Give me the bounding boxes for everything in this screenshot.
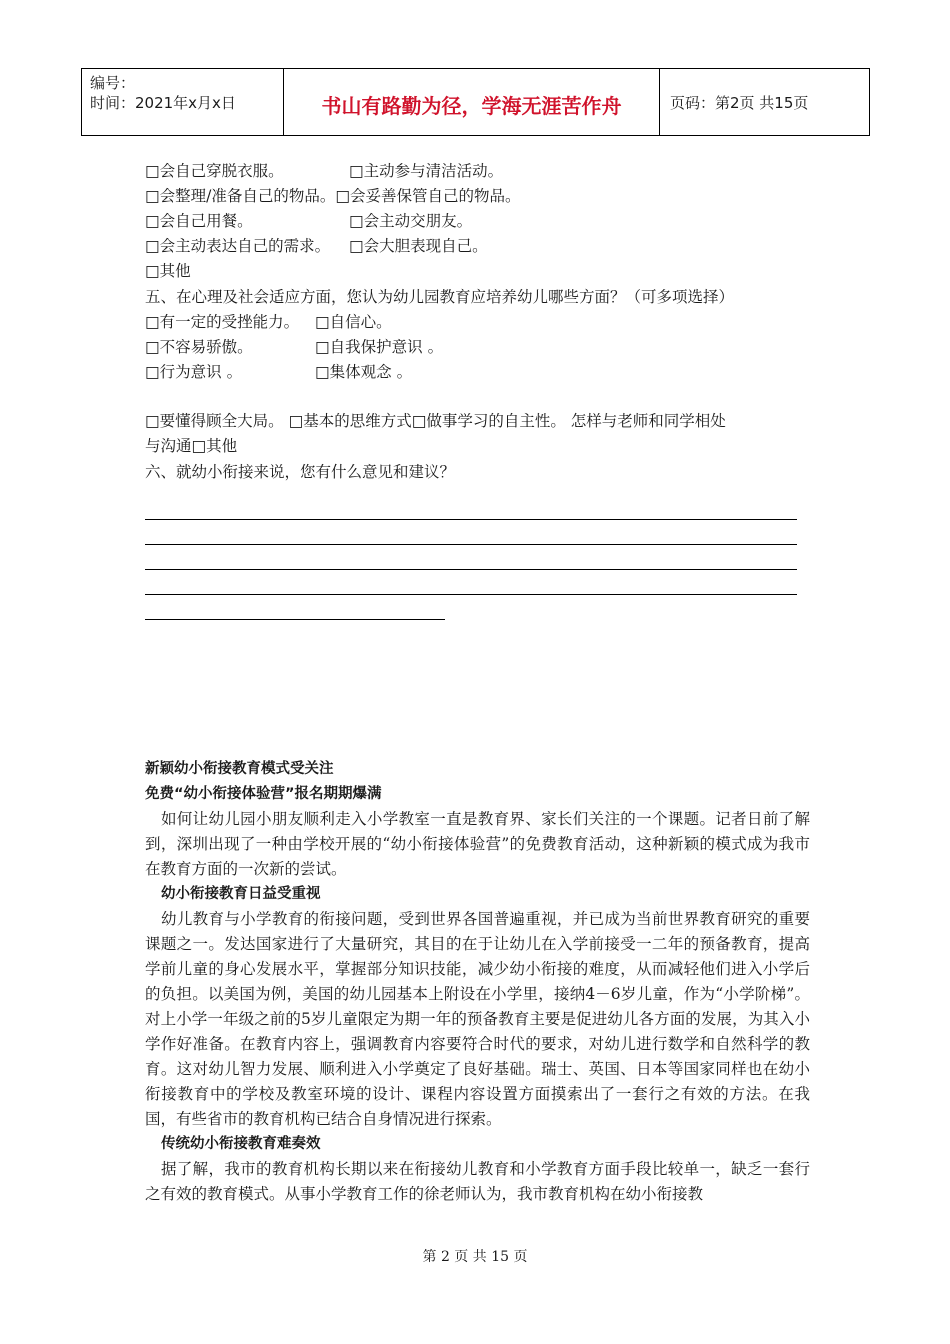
page-footer: 第 2 页 共 15 页 xyxy=(422,1249,528,1265)
page-header xyxy=(81,68,870,136)
q5-option: □不容易骄傲。 xyxy=(145,338,253,356)
answer-line xyxy=(145,594,797,595)
q5-wide-line: □要懂得顾全大局。 □基本的思维方式□做事学习的自主性。 怎样与老师和同学相处 xyxy=(145,412,726,430)
q5-option: □自我保护意识 。 xyxy=(315,338,444,356)
article-title: 新颖幼小衔接教育模式受关注 xyxy=(145,761,334,777)
checklist-item: □会主动交朋友。 xyxy=(349,212,473,230)
checklist-row xyxy=(145,234,488,256)
checklist-item: □主动参与清洁活动。 xyxy=(349,162,504,180)
checklist-item: □会主动表达自己的需求。 xyxy=(145,237,331,255)
article-paragraph: 如何让幼儿园小朋友顺利走入小学教室一直是教育界、家长们关注的一个课题。记者日前了解到，深圳出现了一种由学校开展的“幼小衔接体验营”的免费教育活动，这种新颖的模式成为我市在教育方面的一次新的尝试。 xyxy=(145,810,810,878)
q5-option: □集体观念 。 xyxy=(315,363,413,381)
answer-line xyxy=(145,569,797,570)
checklist-item: □会整理/准备自己的物品。□会妥善保管自己的物品。 xyxy=(145,187,521,205)
checklist-row xyxy=(145,159,504,181)
article xyxy=(145,757,810,1207)
question-6: 六、就幼小衔接来说，您有什么意见和建议？ xyxy=(145,463,456,481)
question-5: 五、在心理及社会适应方面，您认为幼儿园教育应培养幼儿哪些方面？（可多项选择） xyxy=(145,288,735,306)
article-paragraph: 据了解，我市的教育机构长期以来在衔接幼儿教育和小学教育方面手段比较单一，缺乏一套行之有效的教育模式。从事小学教育工作的徐老师认为，我市教育机构在幼小衔接教 xyxy=(145,1160,810,1203)
header-meta xyxy=(82,69,284,135)
header-motto: 书山有路勤为径，学海无涯苦作舟 xyxy=(284,69,660,135)
time-label: 时间：2021年x月x日 xyxy=(90,94,236,112)
q5-option: □自信心。 xyxy=(315,313,392,331)
section-heading: 传统幼小衔接教育难奏效 xyxy=(161,1136,321,1152)
q5-option: □有一定的受挫能力。 xyxy=(145,313,300,331)
article-subtitle: 免费“幼小衔接体验营”报名期期爆满 xyxy=(145,786,382,802)
q5-option: □行为意识 。 xyxy=(145,363,243,381)
q5-option-row xyxy=(145,310,392,332)
checklist-item: □会自己用餐。 xyxy=(145,212,253,230)
q5-wide-line: 与沟通□其他 xyxy=(145,437,238,455)
checklist-row xyxy=(145,259,191,281)
checklist-item: □其他 xyxy=(145,262,191,280)
checklist-row xyxy=(145,184,521,206)
section-heading: 幼小衔接教育日益受重视 xyxy=(161,886,321,902)
checklist-item: □会自己穿脱衣服。 xyxy=(145,162,284,180)
answer-line xyxy=(145,619,445,620)
number-label: 编号： xyxy=(90,74,136,92)
checklist-item: □会大胆表现自己。 xyxy=(349,237,488,255)
q5-option-row xyxy=(145,360,413,382)
answer-line xyxy=(145,544,797,545)
article-paragraph: 幼儿教育与小学教育的衔接问题，受到世界各国普遍重视，并已成为当前世界教育研究的重要课题之一。发达国家进行了大量研究，其目的在于让幼儿在入学前接受一二年的预备教育，提高学前儿童的身心发展水平，掌握部分知识技能，减少幼小衔接的难度，从而减轻他们进入小学后的负担。以美国为例，美国的幼儿园基本上附设在小学里，接纳4－6岁儿童，作为“小学阶梯”。对上小学一年级之前的5岁儿童限定为期一年的预备教育主要是促进幼儿各方面的发展，为其入小学作好准备。在教育内容上，强调教育内容要符合时代的要求，对幼儿进行数学和自然科学的教育。这对幼儿智力发展、顺利进入小学奠定了良好基础。瑞士、英国、日本等国家同样也在幼小衔接教育中的学校及教室环境的设计、课程内容设置方面摸索出了一套行之有效的方法。在我国，有些省市的教育机构已结合自身情况进行探索。 xyxy=(145,910,810,1128)
checklist-row xyxy=(145,209,473,231)
answer-line xyxy=(145,519,797,520)
header-page-label: 页码：第2页 共15页 xyxy=(670,93,809,112)
q5-option-row xyxy=(145,335,444,357)
